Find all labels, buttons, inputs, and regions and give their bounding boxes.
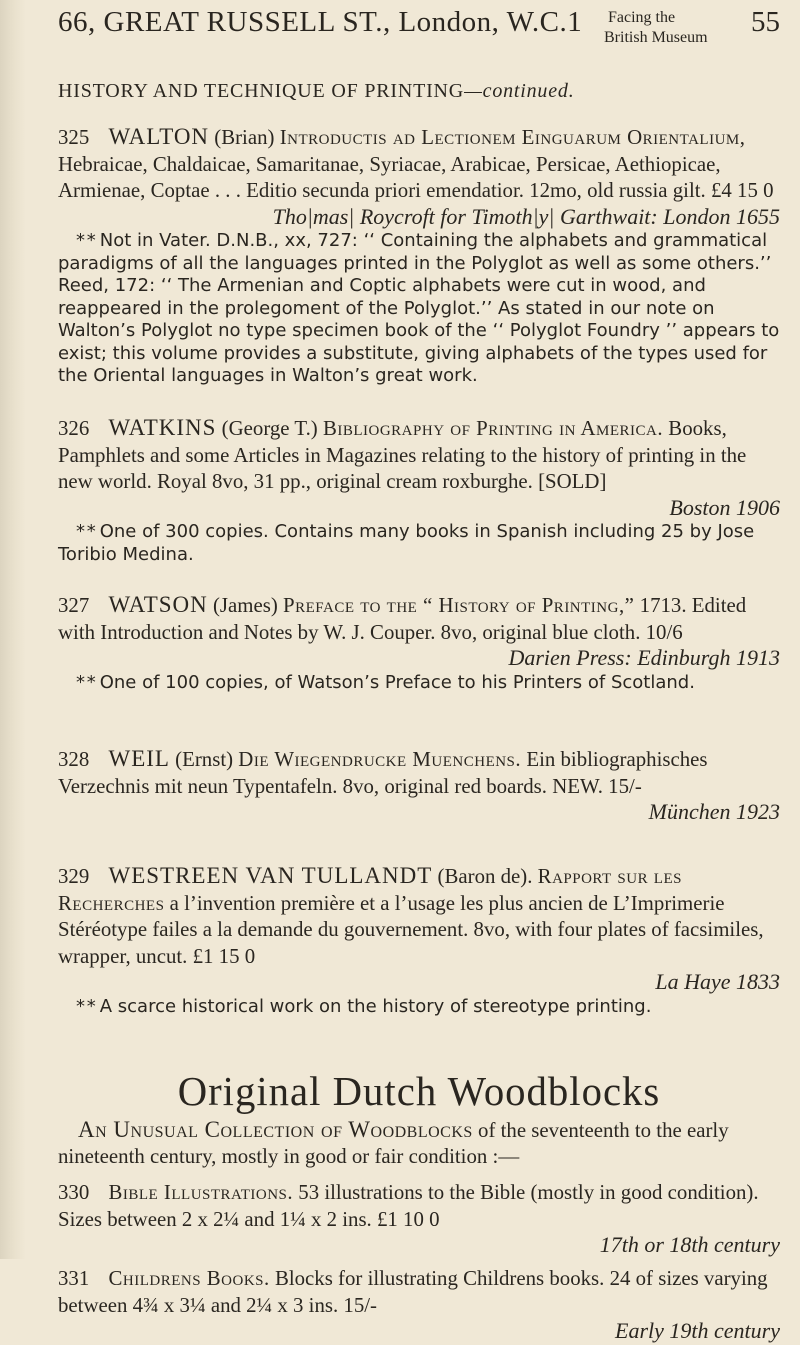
entry-body: a l’invention première et a l’usage les plus ancien de L’Imprimerie Stéréotype failes a la demande du gouvernement. 8vo, with four plates of facsimiles, wrapper, uncut. £1 15 0 xyxy=(58,890,764,968)
entry-number: 330 xyxy=(58,1180,90,1204)
entry-number: 326 xyxy=(58,416,90,440)
section-title-text: HISTORY AND TECHNIQUE OF PRINTING xyxy=(58,80,465,102)
catalogue-entry-328 xyxy=(58,746,780,826)
page-header xyxy=(58,6,780,62)
asterism-icon: * * xyxy=(76,521,94,542)
entry-body: Ein bibliographisches Verzechnis mit neun Typentafeln. 8vo, original red boards. NEW. 15/- xyxy=(58,747,708,798)
catalogue-entry-330 xyxy=(58,1179,780,1259)
woodblocks-intro xyxy=(58,1117,780,1170)
entry-note-text: Not in Vater. D.N.B., xx, 727: ‘‘ Containing the alphabets and grammatical paradigms of all the languages printed in the Polyglot as well as some others.’’ Reed, 172: ‘‘ The Armenian and Coptic alphabets were cut in wood, and reappeared in the prolegoment of the Polyglot.’’ As stated in our note on Walton’s Polyglot no type specimen book of the ‘‘ Polyglot Foundry ’’ appears to exist; this volume provides a substitute, giving alphabets of the types used for the Oriental languages in Walton’s great work. xyxy=(58,230,780,386)
entry-author: WEIL xyxy=(108,746,170,771)
asterism-icon: * * xyxy=(76,230,94,251)
woodblocks-intro-text: of the seventeenth to the early nineteenth century, mostly in good or fair condition :— xyxy=(58,1117,729,1169)
publisher-address: 66, GREAT RUSSELL ST., London, W.C.1 xyxy=(58,6,583,38)
entry-author: WATKINS xyxy=(108,415,217,440)
entry-author: WALTON xyxy=(108,124,210,149)
entry-imprint: München 1923 xyxy=(648,799,780,824)
entry-body: Books, Pamphlets and some Articles in Magazines relating to the history of printing in the new world. Royal 8vo, 31 pp., original cream roxburghe. [SOLD] xyxy=(58,416,747,493)
entry-note xyxy=(58,672,780,695)
entry-number: 327 xyxy=(58,593,90,617)
entry-author-rest: (Ernst) xyxy=(175,747,234,771)
woodblocks-intro-title: An Unusual Collection of Woodblocks xyxy=(78,1116,473,1142)
entry-title: Childrens Books. xyxy=(108,1266,270,1290)
entry-title: Rapport sur les Recherches xyxy=(58,864,682,915)
entry-imprint: 17th or 18th century xyxy=(599,1232,780,1257)
entry-title: Bibliography of Printing in America. xyxy=(322,416,664,440)
entry-title: Introductis ad Lectionem Einguarum Orientalium, xyxy=(279,125,746,149)
catalogue-entry-326 xyxy=(58,415,780,566)
asterism-icon: * * xyxy=(76,671,94,693)
entry-author-rest: (James) xyxy=(212,593,278,617)
entry-number: 331 xyxy=(58,1266,90,1290)
catalogue-entry-329 xyxy=(58,863,780,1018)
entry-imprint: Tho|mas| Roycroft for Timoth|y| Garthwait: London 1655 xyxy=(272,203,780,229)
entry-body: Blocks for illustrating Childrens books. 24 of sizes varying between 4¾ x 3¼ and 2¼ x 3 ins. 15/- xyxy=(58,1266,768,1317)
page-number: 55 xyxy=(751,6,780,38)
entry-author: WESTREEN VAN TULLANDT xyxy=(108,863,433,888)
woodblocks-heading: Original Dutch Woodblocks xyxy=(177,1068,661,1114)
museum-label: British Museum xyxy=(604,29,708,46)
entry-note-text: One of 300 copies. Contains many books in Spanish including 25 by Jose Toribio Medina. xyxy=(58,521,755,565)
asterism-icon: * * xyxy=(76,995,94,1017)
entry-body: 1713. Edited with Introduction and Notes by W. J. Couper. 8vo, original blue cloth. 10/6 xyxy=(58,593,747,644)
entry-number: 325 xyxy=(58,125,90,149)
entry-author-rest: (George T.) xyxy=(221,416,318,440)
entry-title: Die Wiegendrucke Muenchens. xyxy=(238,747,522,771)
entry-note xyxy=(58,996,780,1019)
section-title xyxy=(58,80,575,103)
facing-label: Facing the xyxy=(608,9,676,26)
entry-number: 329 xyxy=(58,864,90,888)
entry-note xyxy=(58,521,780,566)
entry-title: Bible Illustrations. xyxy=(108,1180,294,1204)
catalogue-entry-325 xyxy=(58,124,780,388)
entry-imprint: Darien Press: Edinburgh 1913 xyxy=(508,645,780,670)
entry-author: WATSON xyxy=(108,592,208,617)
entry-note-text: A scarce historical work on the history of stereotype printing. xyxy=(99,995,652,1017)
page-gutter-shadow xyxy=(0,0,26,1259)
entry-note xyxy=(58,230,780,388)
entry-body: Hebraicae, Chaldaicae, Samaritanae, Syriacae, Arabicae, Persicae, Aethiopicae, Armienae, Coptae . . . Editio secunda priori emendatior. 12mo, old russia gilt. £4 15 0 xyxy=(58,151,774,202)
section-continued: —continued. xyxy=(464,80,575,102)
entry-number: 328 xyxy=(58,747,90,771)
entry-note-text: One of 100 copies, of Watson’s Preface to his Printers of Scotland. xyxy=(99,671,695,693)
entry-body: 53 illustrations to the Bible (mostly in good condition). Sizes between 2 x 2¼ and 1¼ x 2 ins. £1 10 0 xyxy=(58,1180,759,1231)
catalogue-entry-327 xyxy=(58,592,780,694)
catalogue-entry-331 xyxy=(58,1265,780,1345)
entry-imprint: Boston 1906 xyxy=(669,494,780,520)
entry-author-rest: (Brian) xyxy=(214,125,275,149)
entry-imprint: La Haye 1833 xyxy=(655,969,780,994)
entry-imprint: Early 19th century xyxy=(615,1318,780,1343)
entry-title: Preface to the “ History of Printing,” xyxy=(283,593,635,617)
entry-author-rest: (Baron de). xyxy=(437,864,533,888)
